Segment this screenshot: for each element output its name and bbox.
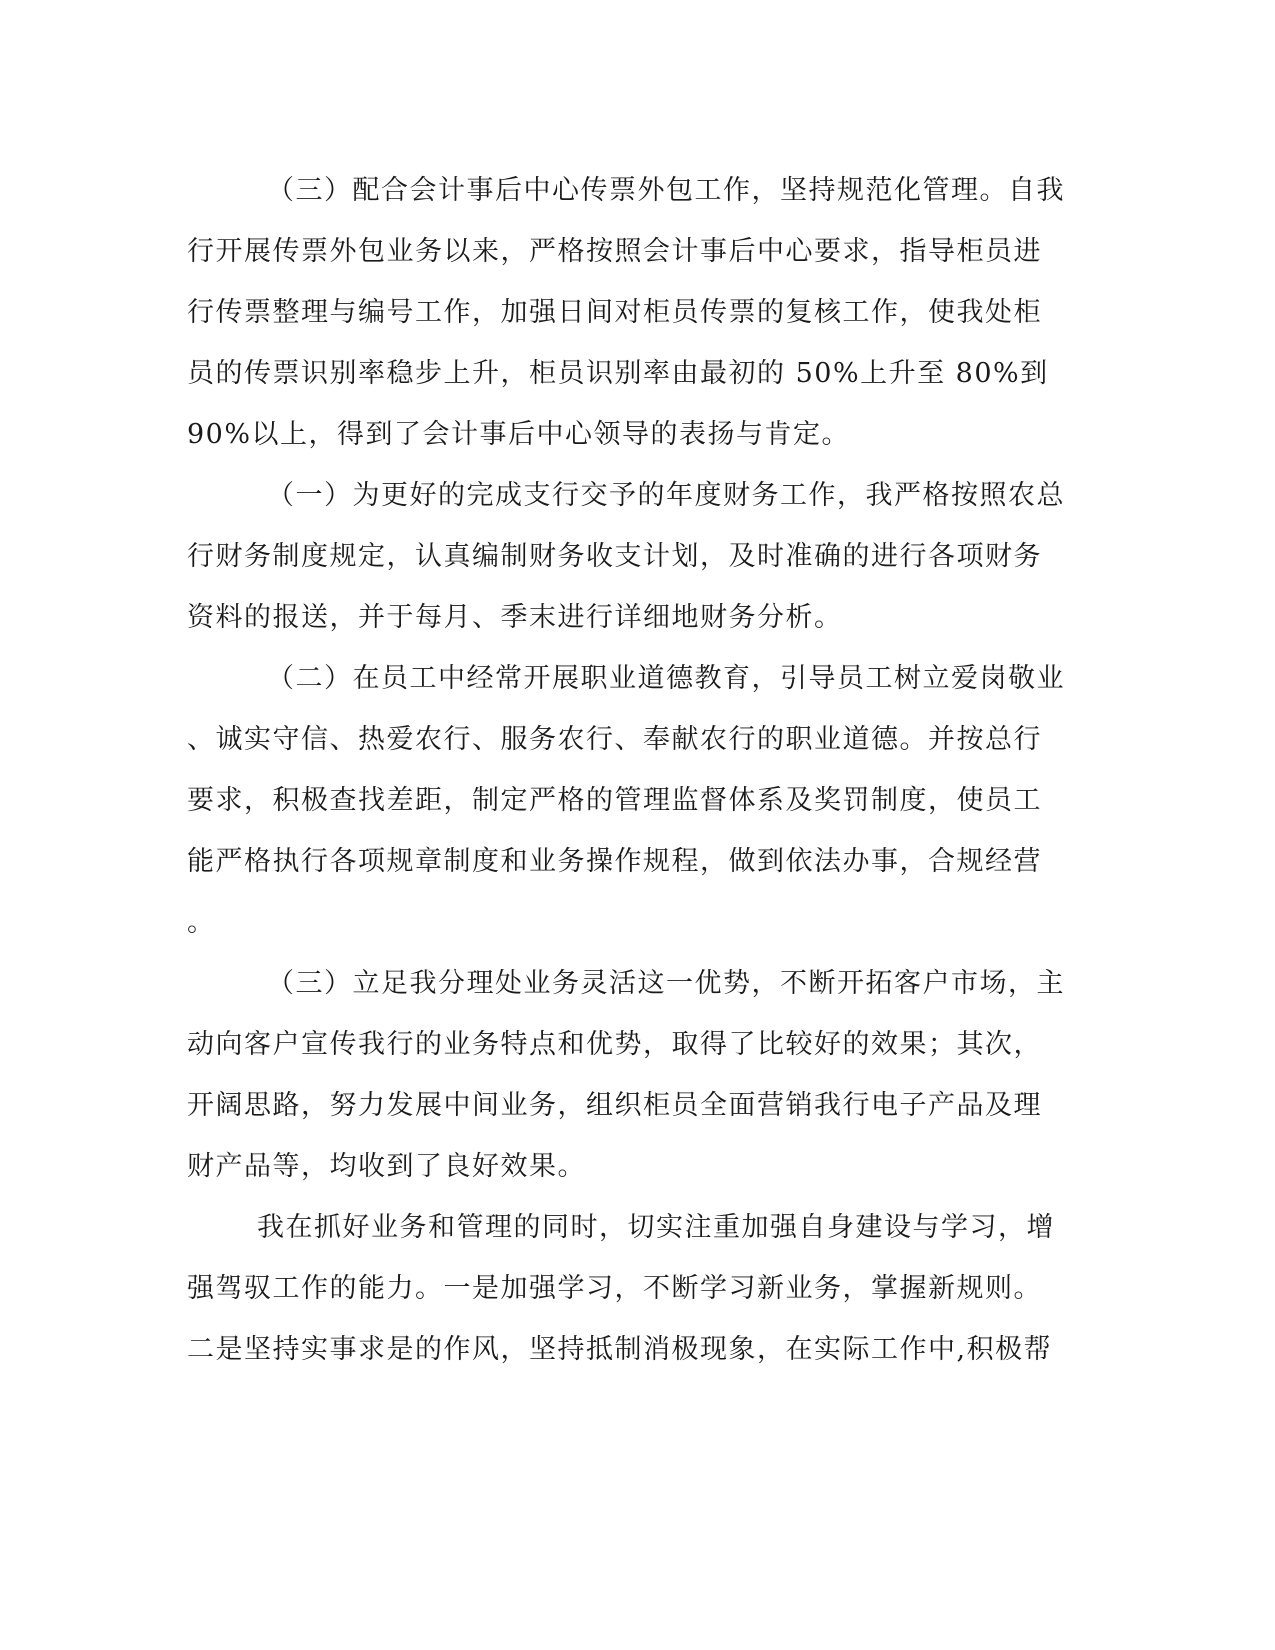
text-line: 开阔思路，努力发展中间业务，组织柜员全面营销我行电子产品及理 [187, 1090, 1042, 1121]
text-line: 强驾驭工作的能力。一是加强学习，不断学习新业务，掌握新规则。 [187, 1273, 1042, 1304]
text-line: 能严格执行各项规章制度和业务操作规程，做到依法办事，合规经营 [187, 846, 1042, 877]
text-line: （二）在员工中经常开展职业道德教育，引导员工树立爱岗敬业 [267, 663, 1065, 694]
text-line: 动向客户宣传我行的业务特点和优势，取得了比较好的效果；其次， [187, 1029, 1042, 1060]
text-line: 90%以上，得到了会计事后中心领导的表扬与肯定。 [187, 419, 851, 450]
text-line: （三）立足我分理处业务灵活这一优势，不断开拓客户市场，主 [267, 968, 1065, 999]
text-line: 行财务制度规定，认真编制财务收支计划，及时准确的进行各项财务 [187, 541, 1042, 572]
text-line: 我在抓好业务和管理的同时，切实注重加强自身建设与学习，增 [257, 1212, 1055, 1243]
text-line: （三）配合会计事后中心传票外包工作，坚持规范化管理。自我 [267, 175, 1065, 206]
document-body [187, 160, 1097, 1380]
paragraph-ethics [187, 648, 1097, 953]
text-line: 。 [187, 907, 216, 938]
text-line: 资料的报送，并于每月、季末进行详细地财务分析。 [187, 602, 843, 633]
text-line: 、诚实守信、热爱农行、服务农行、奉献农行的职业道德。并按总行 [187, 724, 1042, 755]
paragraph-self-development [187, 1197, 1097, 1380]
text-line: 行开展传票外包业务以来，严格按照会计事后中心要求，指导柜员进 [187, 236, 1042, 267]
text-line: 行传票整理与编号工作，加强日间对柜员传票的复核工作，使我处柜 [187, 297, 1042, 328]
paragraph-outsourcing [187, 160, 1097, 465]
paragraph-finance [187, 465, 1097, 648]
text-line: 员的传票识别率稳步上升，柜员识别率由最初的 50%上升至 80%到 [187, 358, 1049, 389]
text-line: 要求，积极查找差距，制定严格的管理监督体系及奖罚制度，使员工 [187, 785, 1042, 816]
text-line: 财产品等，均收到了良好效果。 [187, 1151, 586, 1182]
text-line: 二是坚持实事求是的作风，坚持抵制消极现象，在实际工作中,积极帮 [187, 1334, 1053, 1365]
paragraph-market [187, 953, 1097, 1197]
text-line: （一）为更好的完成支行交予的年度财务工作，我严格按照农总 [267, 480, 1065, 511]
